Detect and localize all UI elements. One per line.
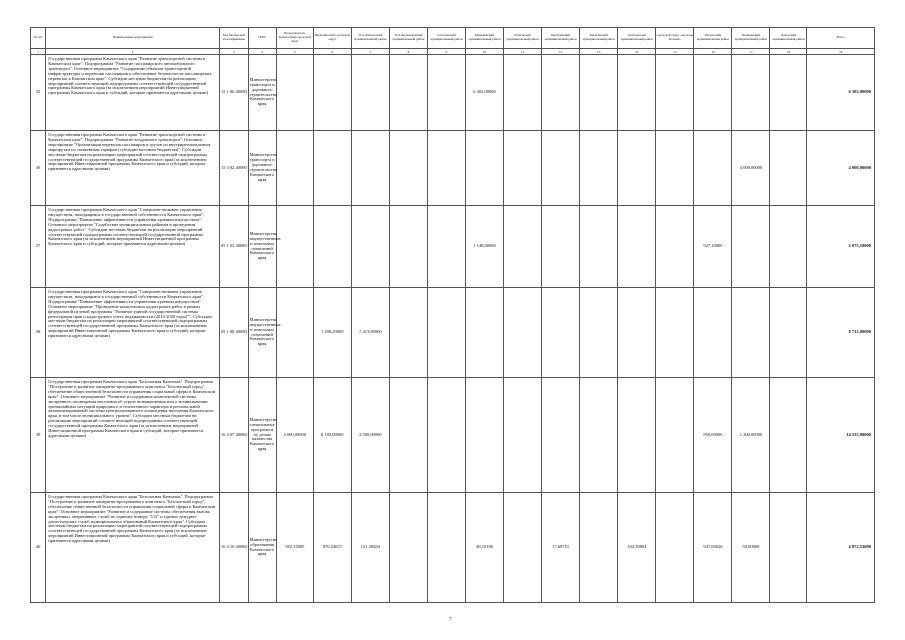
district-value — [580, 55, 618, 131]
district-value: 4 000,00000 — [732, 131, 770, 206]
row-total: 8 712,00000 — [807, 288, 875, 378]
measure-description: Государственная программа Камчатского края "Развитие транспортной системы в Камчатском крае". Подпрограмма "Развитие воздушного транспорта". Основное мероприятие "Организация перевозок пассажиров и грузов по внутрирегиональным маршрутам по сниженным тарифам (субсидии местным бюджетам)". Субсидии местным бюджетам на реализацию мероприятий соответствующей подпрограммы соответствующей государственной программы Камчатского края (за исключением мероприятий Инвестиционной программы Камчатского края и субсидий, которые признаются адресными целями) — [46, 131, 220, 206]
district-value: 50,00000 — [732, 493, 770, 603]
table-row — [31, 55, 875, 131]
column-header: городской округ «поселок Палана» — [656, 28, 694, 49]
district-value — [465, 378, 503, 493]
district-value — [618, 288, 656, 378]
district-value — [656, 378, 694, 493]
district-value — [389, 131, 427, 206]
district-value — [427, 206, 465, 288]
district-value — [389, 493, 427, 603]
district-value: 947,09026 — [694, 493, 732, 603]
district-value — [580, 288, 618, 378]
district-value — [656, 131, 694, 206]
budget-table-sheet — [30, 27, 875, 603]
grbs-name: Министерство имущественных и земельных отношений Камчатского края — [248, 206, 276, 288]
district-value: 1 148,00000 — [465, 206, 503, 288]
district-value — [427, 55, 465, 131]
district-value — [580, 378, 618, 493]
district-value — [580, 206, 618, 288]
column-number: 12 — [542, 49, 580, 55]
district-value — [389, 378, 427, 493]
table-row — [31, 206, 875, 288]
district-value — [427, 288, 465, 378]
column-header: Олюторский муниципальный район — [618, 28, 656, 49]
district-value — [542, 206, 580, 288]
column-header: Карагинский муниципальный район — [580, 28, 618, 49]
column-number: 10 — [465, 49, 503, 55]
column-header: Мильковский муниципальный район — [465, 28, 503, 49]
district-value: 1 298,20000 — [313, 288, 351, 378]
column-number: 5 — [276, 49, 313, 55]
district-value — [276, 55, 313, 131]
column-number: 1 — [31, 49, 46, 55]
district-value: 151,38284 — [351, 493, 389, 603]
column-number: 6 — [313, 49, 351, 55]
column-number: 11 — [504, 49, 542, 55]
column-header: Быстринский муниципальный район — [542, 28, 580, 49]
district-value — [542, 378, 580, 493]
district-value — [770, 55, 807, 131]
page-number: 7 — [449, 618, 452, 623]
column-header: Петропавловск-Камчатский городской округ — [276, 28, 313, 49]
district-value — [770, 131, 807, 206]
district-value — [465, 288, 503, 378]
column-number: 17 — [732, 49, 770, 55]
row-total: 4 000,00000 — [807, 131, 875, 206]
district-value — [770, 378, 807, 493]
district-value — [694, 288, 732, 378]
district-value — [313, 55, 351, 131]
district-value: 850,00000 — [694, 378, 732, 493]
district-value — [504, 378, 542, 493]
table-body — [31, 55, 875, 603]
row-total: 6 302,00000 — [807, 55, 875, 131]
table-row — [31, 493, 875, 603]
district-value: 1 200,00000 — [732, 378, 770, 493]
row-number: 39 — [31, 378, 46, 493]
district-value — [618, 55, 656, 131]
district-value: 927,10000 — [694, 206, 732, 288]
row-number: 36 — [31, 131, 46, 206]
column-number: 7 — [351, 49, 389, 55]
row-total: 14 535,00000 — [807, 378, 875, 493]
district-value — [770, 206, 807, 288]
column-header: № п/п — [31, 28, 46, 49]
column-header: Код бюджетной классификации — [220, 28, 248, 49]
column-number: 19 — [807, 49, 875, 55]
district-value — [656, 288, 694, 378]
district-value: 4 000,00000 — [276, 378, 313, 493]
district-value — [504, 288, 542, 378]
district-value — [770, 288, 807, 378]
district-value — [770, 493, 807, 603]
district-value — [618, 131, 656, 206]
district-value — [732, 55, 770, 131]
district-value: 6 302,00000 — [465, 55, 503, 131]
column-header: Усть-Камчатский муниципальный район — [351, 28, 389, 49]
district-value — [504, 55, 542, 131]
district-value: 6 185,00000 — [313, 378, 351, 493]
district-value: 7 413,80000 — [351, 288, 389, 378]
district-value — [542, 131, 580, 206]
budget-code: 05 1 02 40080 — [220, 206, 248, 288]
column-header: Наименование мероприятия — [46, 28, 220, 49]
district-value: 876,54657 — [313, 493, 351, 603]
row-number: 35 — [31, 55, 46, 131]
district-value — [389, 288, 427, 378]
row-number: 37 — [31, 206, 46, 288]
column-header: Алеутский муниципальный район — [770, 28, 807, 49]
column-number: 4 — [248, 49, 276, 55]
district-value — [504, 131, 542, 206]
district-value — [465, 131, 503, 206]
district-value — [656, 55, 694, 131]
district-value — [389, 206, 427, 288]
column-header: Тигильский муниципальный район — [694, 28, 732, 49]
column-number: 3 — [220, 49, 248, 55]
district-value — [656, 206, 694, 288]
district-value — [351, 131, 389, 206]
column-number: 15 — [656, 49, 694, 55]
column-number: 9 — [427, 49, 465, 55]
district-value: 582,33085 — [276, 493, 313, 603]
column-number: 16 — [694, 49, 732, 55]
district-value — [276, 206, 313, 288]
district-value — [504, 206, 542, 288]
district-value — [313, 206, 351, 288]
district-value: 2 500,00000 — [351, 378, 389, 493]
column-header: Соболевский муниципальный район — [427, 28, 465, 49]
district-value — [580, 131, 618, 206]
budget-table — [30, 27, 875, 603]
measure-description: Государственная программа Камчатского края "Безопасная Камчатка". Подпрограмма "Построение и развитие аппаратно-программного комплекса "Безопасный город", обеспечение общественной безопасности управления социальной сферы в Камчатском крае". Основное мероприятие "Развитие и содержание системы обеспечения вызова экстренных оперативных служб по единому номеру "112" и единых дежурно-диспетчерских служб муниципальных образований Камчатского края". Субсидии местным бюджетам на реализацию мероприятий соответствующей подпрограммы соответствующей государственной программы Камчатского края (за исключением мероприятий Инвестиционной программы Камчатского края и субсидий, которые признаются адресными целями) — [46, 493, 220, 603]
district-value — [618, 378, 656, 493]
district-value — [542, 288, 580, 378]
district-value — [504, 493, 542, 603]
district-value: 104,39804 — [618, 493, 656, 603]
column-header: ГРБС — [248, 28, 276, 49]
column-number: 18 — [770, 49, 807, 55]
grbs-name: Министерство специальных программ и по делам казачества Камчатского края — [248, 378, 276, 493]
column-number: 8 — [389, 49, 427, 55]
budget-code: 15 1 06 40080 — [220, 55, 248, 131]
grbs-name: Министерство имущественных и земельных отношений Камчатского края — [248, 288, 276, 378]
column-header: Всего — [807, 28, 875, 49]
grbs-name: Министерство транспорта и дорожного строительства Камчатского края — [248, 55, 276, 131]
budget-code: 16 4 07 40080 — [220, 378, 248, 493]
budget-code: 05 1 08 40080 — [220, 288, 248, 378]
district-value — [694, 131, 732, 206]
district-value — [732, 206, 770, 288]
table-row — [31, 378, 875, 493]
district-value — [656, 493, 694, 603]
grbs-name: Министерство образования Камчатского края — [248, 493, 276, 603]
measure-description: Государственная программа Камчатского края "Совершенствование управления имуществом, находящимся в государственной собственности Камчатского края". Подпрограмма "Повышение эффективности управления краевым имуществом". Основное мероприятие "Проведение комплексных кадастровых работ в рамках федеральной целевой программы "Развитие единой государственной системы регистрации прав и кадастрового учета недвижимости (2014-2020 годы)"". Субсидии местным бюджетам на реализацию мероприятий соответствующей подпрограммы соответствующей государственной программы Камчатского края (за исключением мероприятий Инвестиционной программы Камчатского края и субсидий, которые признаются адресными целями) — [46, 288, 220, 378]
row-total: 2 075,10000 — [807, 206, 875, 288]
measure-description: Государственная программа Камчатского края "Совершенствование управления имуществом, находящимся в государственной собственности Камчатского края". Подпрограмма "Повышение эффективности управления краевым имуществом". Основное мероприятие "Содействие муниципальным районам в проведении кадастровых работ". Субсидии местным бюджетам на реализацию мероприятий соответствующей подпрограммы соответствующей государственной программы Камчатского края (за исключением мероприятий Инвестиционной программы Камчатского края и субсидий, которые признаются адресными целями) — [46, 206, 220, 288]
district-value — [351, 55, 389, 131]
district-value — [580, 493, 618, 603]
district-value — [276, 288, 313, 378]
column-header: Елизовский муниципальный район — [504, 28, 542, 49]
row-number: 40 — [31, 493, 46, 603]
column-header: Усть-Большерецкий муниципальный район — [389, 28, 427, 49]
district-value — [389, 55, 427, 131]
measure-description: Государственная программа Камчатского края "Развитие транспортной системы в Камчатском крае". Подпрограмма "Развитие пассажирского автомобильного транспорта". Основное мероприятие "Содержание объектов транспортной инфраструктуры и перевозки пассажиров и обеспечение безопасности пассажирских перевозок в Камчатском крае". Субсидии местным бюджетам на реализацию мероприятий соответствующей подпрограммы соответствующей государственной программы Камчатского края (за исключением мероприятий Инвестиционной программы Камчатского края и субсидий, которые признаются адресными целями) — [46, 55, 220, 131]
district-value — [313, 131, 351, 206]
district-value — [542, 55, 580, 131]
measure-description: Государственная программа Камчатского края "Безопасная Камчатка". Подпрограмма "Построение и развитие аппаратно-программного комплекса "Безопасный город", обеспечение общественной безопасности управления социальной сферы в Камчатском крае". Основное мероприятие "Развитие и содержание комплексной системы экстренного оповещения населения об угрозе возникновения или о возникновении чрезвычайных ситуаций природного и техногенного характера и региональной автоматизированной системы централизованного оповещения населения Камчатского края, в том числе муниципального уровня". Субсидии местным бюджетам на реализацию мероприятий соответствующей подпрограммы соответствующей государственной программы Камчатского края (за исключением мероприятий Инвестиционной программы Камчатского края и субсидий, которые признаются адресными целями) — [46, 378, 220, 493]
district-value: 48,10186 — [465, 493, 503, 603]
district-value — [276, 131, 313, 206]
table-row — [31, 288, 875, 378]
column-number: 14 — [618, 49, 656, 55]
district-value — [618, 206, 656, 288]
district-value — [427, 493, 465, 603]
district-value: 17,68751 — [542, 493, 580, 603]
column-header: Пенжинский муниципальный район — [732, 28, 770, 49]
column-number: 13 — [580, 49, 618, 55]
district-value — [427, 378, 465, 493]
budget-code: 16 4 10 40080 — [220, 493, 248, 603]
district-value — [694, 55, 732, 131]
budget-code: 15 3 02 40080 — [220, 131, 248, 206]
header-row — [31, 28, 875, 49]
row-total: 4 872,53689 — [807, 493, 875, 603]
table-row — [31, 131, 875, 206]
grbs-name: Министерство транспорта и дорожного строительства Камчатского края — [248, 131, 276, 206]
district-value — [732, 288, 770, 378]
column-number: 2 — [46, 49, 220, 55]
column-header: Вилючинский городской округ — [313, 28, 351, 49]
district-value — [351, 206, 389, 288]
district-value — [427, 131, 465, 206]
row-number: 38 — [31, 288, 46, 378]
